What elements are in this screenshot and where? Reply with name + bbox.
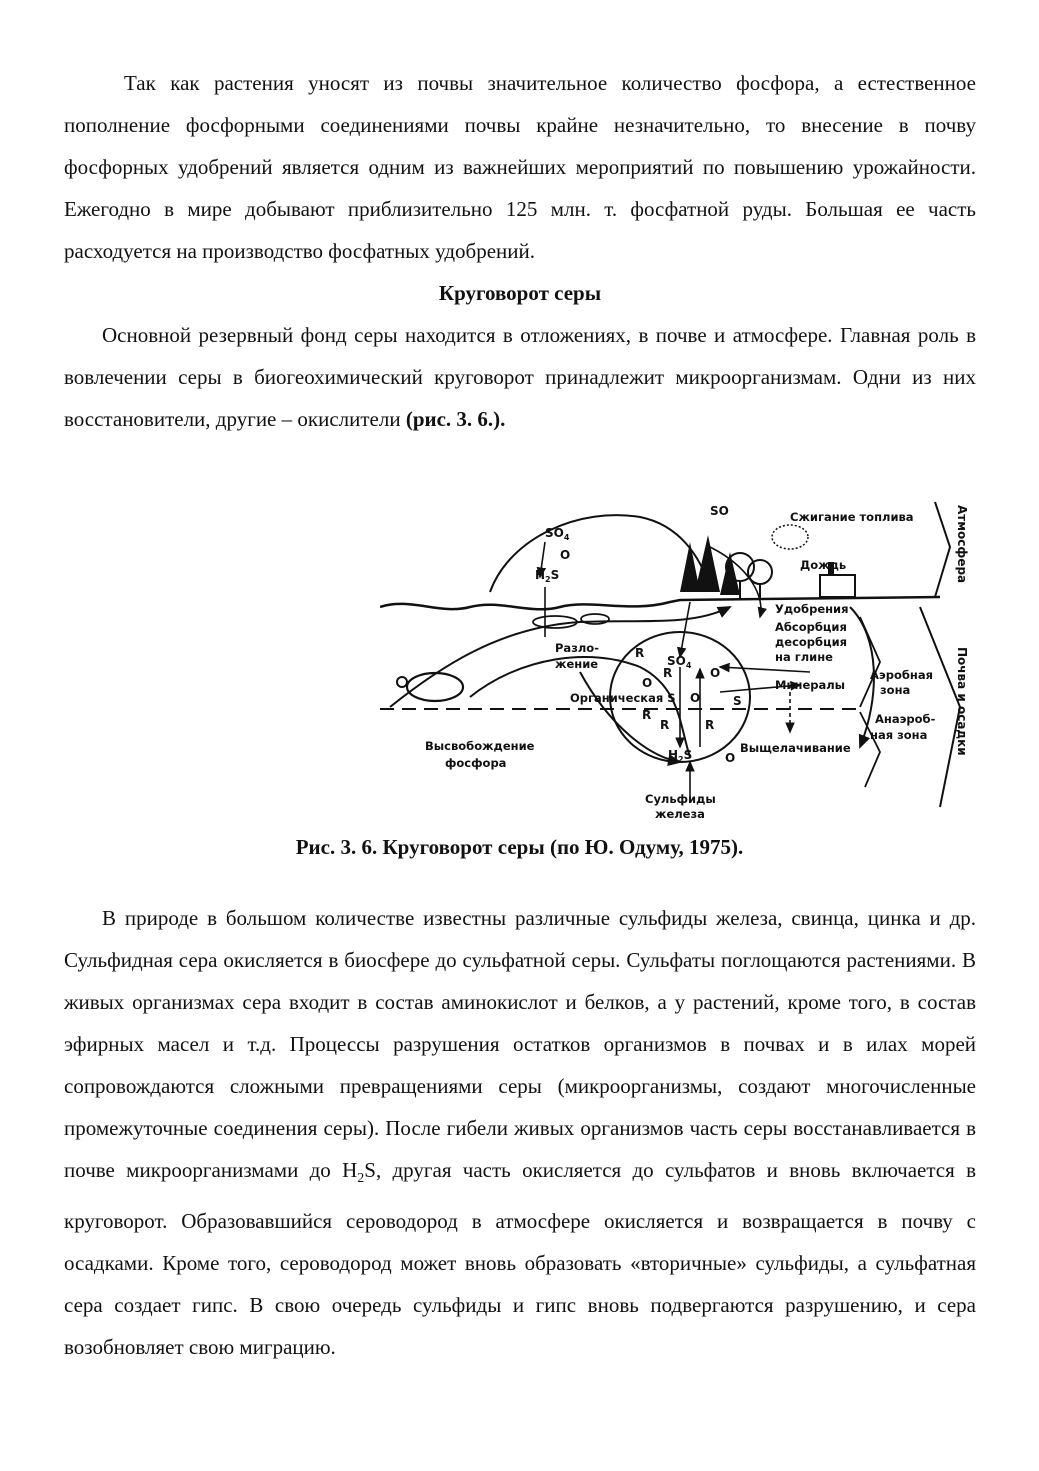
label-so4-left: $SO_4$ xyxy=(545,526,570,542)
label-o-2: O xyxy=(690,691,701,705)
label-anaerobic-2: ная зона xyxy=(870,728,928,742)
label-so4-top: SO xyxy=(710,504,729,518)
h2s-subscript: 2 xyxy=(357,1171,365,1187)
label-r-4: R xyxy=(705,718,715,732)
label-desorption: десорбция xyxy=(775,635,848,649)
paragraph-sulfur-reserve xyxy=(64,314,976,440)
minerals-arrow xyxy=(720,667,810,672)
label-phosphorus-2: фосфора xyxy=(445,756,507,770)
surface-line xyxy=(380,597,940,609)
atmosphere-bracket xyxy=(935,502,950,597)
smoke-cloud-icon xyxy=(772,525,808,549)
sulfur-cycle-diagram xyxy=(380,497,980,827)
label-aerobic-2: зона xyxy=(880,683,911,697)
label-decomposition-2: жение xyxy=(555,657,599,671)
label-organic-s: Органическая S xyxy=(570,691,676,705)
page-bottom-text xyxy=(64,897,976,1368)
label-absorption: Абсорбция xyxy=(775,620,847,634)
section-heading: Круговорот серы xyxy=(438,281,602,305)
paragraph-sulfides-part-a: В природе в большом количестве известны различные сульфиды железа, свинца, цинка и др. Сульфидная сера окисляется в биосфере до сульфатной серы. Сульфаты поглощаются растениями. В живых организмах сера входит в состав аминокислот и белков, а у растений, кроме того, в состав эфирных масел и т.д. Процессы разрушения остатков организмов в почвах и в илах морей сопровождаются сложными превращениями серы (микроорганизмы, создают многочисленные промежуточные соединения серы). После гибели живых организмов часть серы восстанавливается в почве микроорганизмами до H xyxy=(64,906,976,1182)
label-r-5: R xyxy=(660,718,670,732)
label-r-3: R xyxy=(663,666,673,680)
label-soil-sediments: Почва и осадки xyxy=(955,647,969,756)
plant-down-arrow xyxy=(680,602,690,657)
label-decomposition-1: Разло- xyxy=(555,641,599,655)
paragraph-sulfides xyxy=(64,897,976,1368)
label-o-1: O xyxy=(642,676,653,690)
soil-bracket xyxy=(920,607,960,807)
label-h2s-center: $H_2S$ xyxy=(668,748,693,764)
label-phosphorus-1: Высвобождение xyxy=(425,739,535,753)
label-anaerobic-1: Анаэроб- xyxy=(875,712,936,726)
label-h2s-left: $H_2S$ xyxy=(535,568,560,584)
label-s-right: S xyxy=(733,694,742,708)
paragraph-sulfur-reserve-text: Основной резервный фонд серы находится в отложениях, в почве и атмосфере. Главная роль в вовлечении серы в биогеохимический круговорот принадлежит микроорганизмам. Одни из них восстановители, другие – окислители xyxy=(64,323,976,431)
label-minerals: Минералы xyxy=(775,678,846,692)
label-on-clay: на глине xyxy=(775,650,833,664)
label-o-3: O xyxy=(710,666,721,680)
page-top-text xyxy=(64,62,976,440)
label-atmosphere: Атмосфера xyxy=(955,505,969,584)
figure-caption: Рис. 3. 6. Круговорот серы (по Ю. Одуму, 1975). xyxy=(295,835,744,859)
label-o-4: O xyxy=(725,751,736,765)
label-leaching: Выщелачивание xyxy=(740,741,851,755)
label-aerobic-1: Аэробная xyxy=(870,668,933,682)
forest-icon xyxy=(680,535,772,599)
figure-reference: (рис. 3. 6.). xyxy=(405,407,506,431)
label-sulfides-2: железа xyxy=(655,807,705,821)
label-sulfides-1: Сульфиды xyxy=(645,792,716,806)
sulfur-cycle-figure xyxy=(380,497,980,827)
paragraph-phosphorus: Так как растения уносят из почвы значительное количество фосфора, а естественное пополнение фосфорными соединениями почвы крайне незначительно, то внесение в почву фосфорных удобрений является одним из важнейших мероприятий по повышению урожайности. Ежегодно в мире добывают приблизительно 125 млн. т. фосфатной руды. Большая ее часть расходуется на производство фосфатных удобрений. xyxy=(64,71,976,263)
atmosphere-arc xyxy=(490,515,710,592)
label-r-1: R xyxy=(635,646,645,660)
aerobic-bracket xyxy=(860,617,880,707)
label-rain: Дождь xyxy=(800,558,847,572)
label-r-2: R xyxy=(642,708,652,722)
label-so4-center: $SO_4$ xyxy=(667,654,692,670)
label-o-left: O xyxy=(560,548,571,562)
label-fertilizers: Удобрения xyxy=(775,602,849,616)
phosphorus-arc xyxy=(580,672,680,762)
label-fuel: Сжигание топлива xyxy=(790,510,914,524)
paragraph-sulfides-part-b: S, другая часть окисляется до сульфатов и вновь включается в круговорот. Образовавшийся сероводород в атмосфере окисляется и возвращается в почву с осадками. Кроме того, сероводород может вновь образовать «вторичные» сульфиды, а сульфатная сера создает гипс. В свою очередь сульфиды и гипс вновь подвергаются разрушению, и сера возобновляет свою миграцию. xyxy=(64,1158,976,1360)
